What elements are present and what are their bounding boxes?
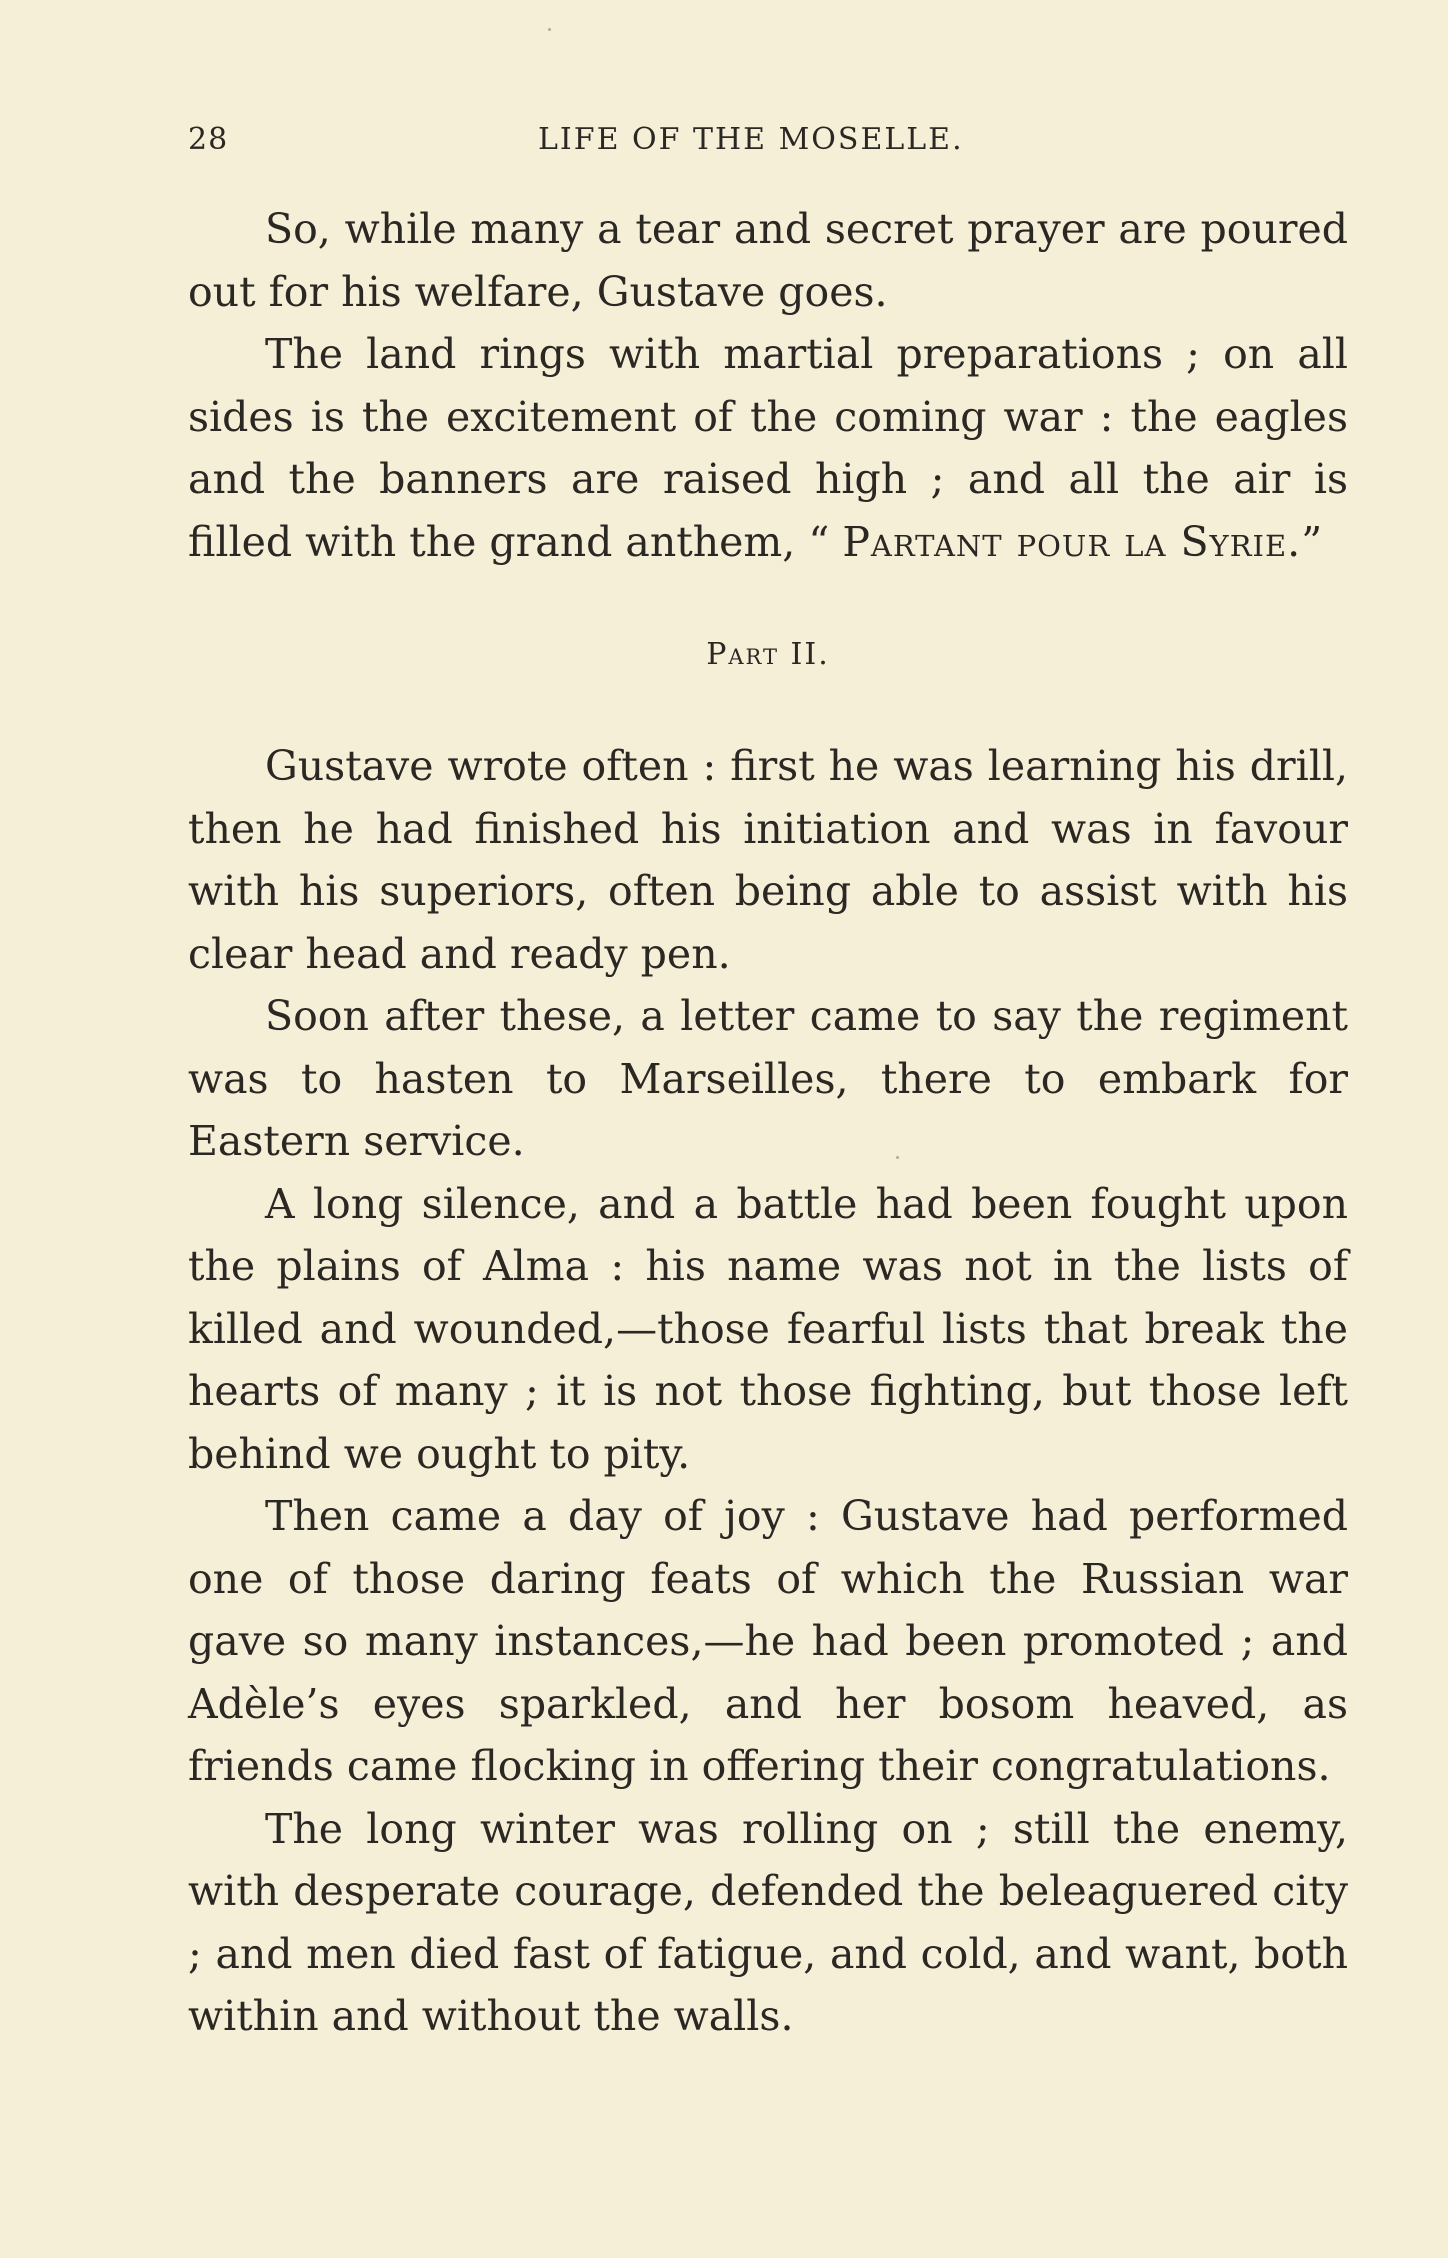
paper-speck <box>548 28 551 31</box>
body-text <box>188 198 1348 2048</box>
paragraph: The long winter was rolling on ; still the enemy, with desperate courage, defended the beleaguered city ; and men died fast of fatigue, and cold, and want, both within and without the walls. <box>188 1804 1348 2040</box>
running-head-title: LIFE OF THE MOSELLE. <box>538 122 964 157</box>
paragraph: Then came a day of joy : Gustave had performed one of those daring feats of which the Russian war gave so many instances,—he had been promoted ; and Adèle’s eyes sparkled, and her bosom heaved, as friends came flocking in offering their congratulations. <box>188 1492 1348 1790</box>
anthem-title: Partant pour la Syrie. <box>842 517 1302 566</box>
paper-speck <box>896 1156 899 1159</box>
paragraph: Gustave wrote often : first he was learning his drill, then he had finished his initiation and was in favour with his superiors, often being able to assist with his clear head and ready pen. <box>188 742 1348 978</box>
closing-quote: ” <box>1301 517 1323 566</box>
part-heading: Part II. <box>706 637 830 672</box>
page-number: 28 <box>188 122 229 157</box>
paragraph: So, while many a tear and secret prayer are poured out for his welfare, Gustave goes. <box>188 205 1348 316</box>
paragraph-anthem <box>188 323 1348 573</box>
paragraph: Soon after these, a letter came to say the regiment was to hasten to Marseilles, there to embark for Eastern service. <box>188 992 1348 1165</box>
running-header <box>188 122 1348 162</box>
paragraph: A long silence, and a battle had been fought upon the plains of Alma : his name was not in the lists of killed and wounded,—those fearful lists that break the hearts of many ; it is not those fighting, but those left behind we ought to pity. <box>188 1179 1348 1478</box>
paragraph-text: The land rings with martial preparations ; on all sides is the excitement of the coming war : the eagles and the banners are raised high ; and all the air is filled with the grand anthem, “ <box>188 330 1348 566</box>
